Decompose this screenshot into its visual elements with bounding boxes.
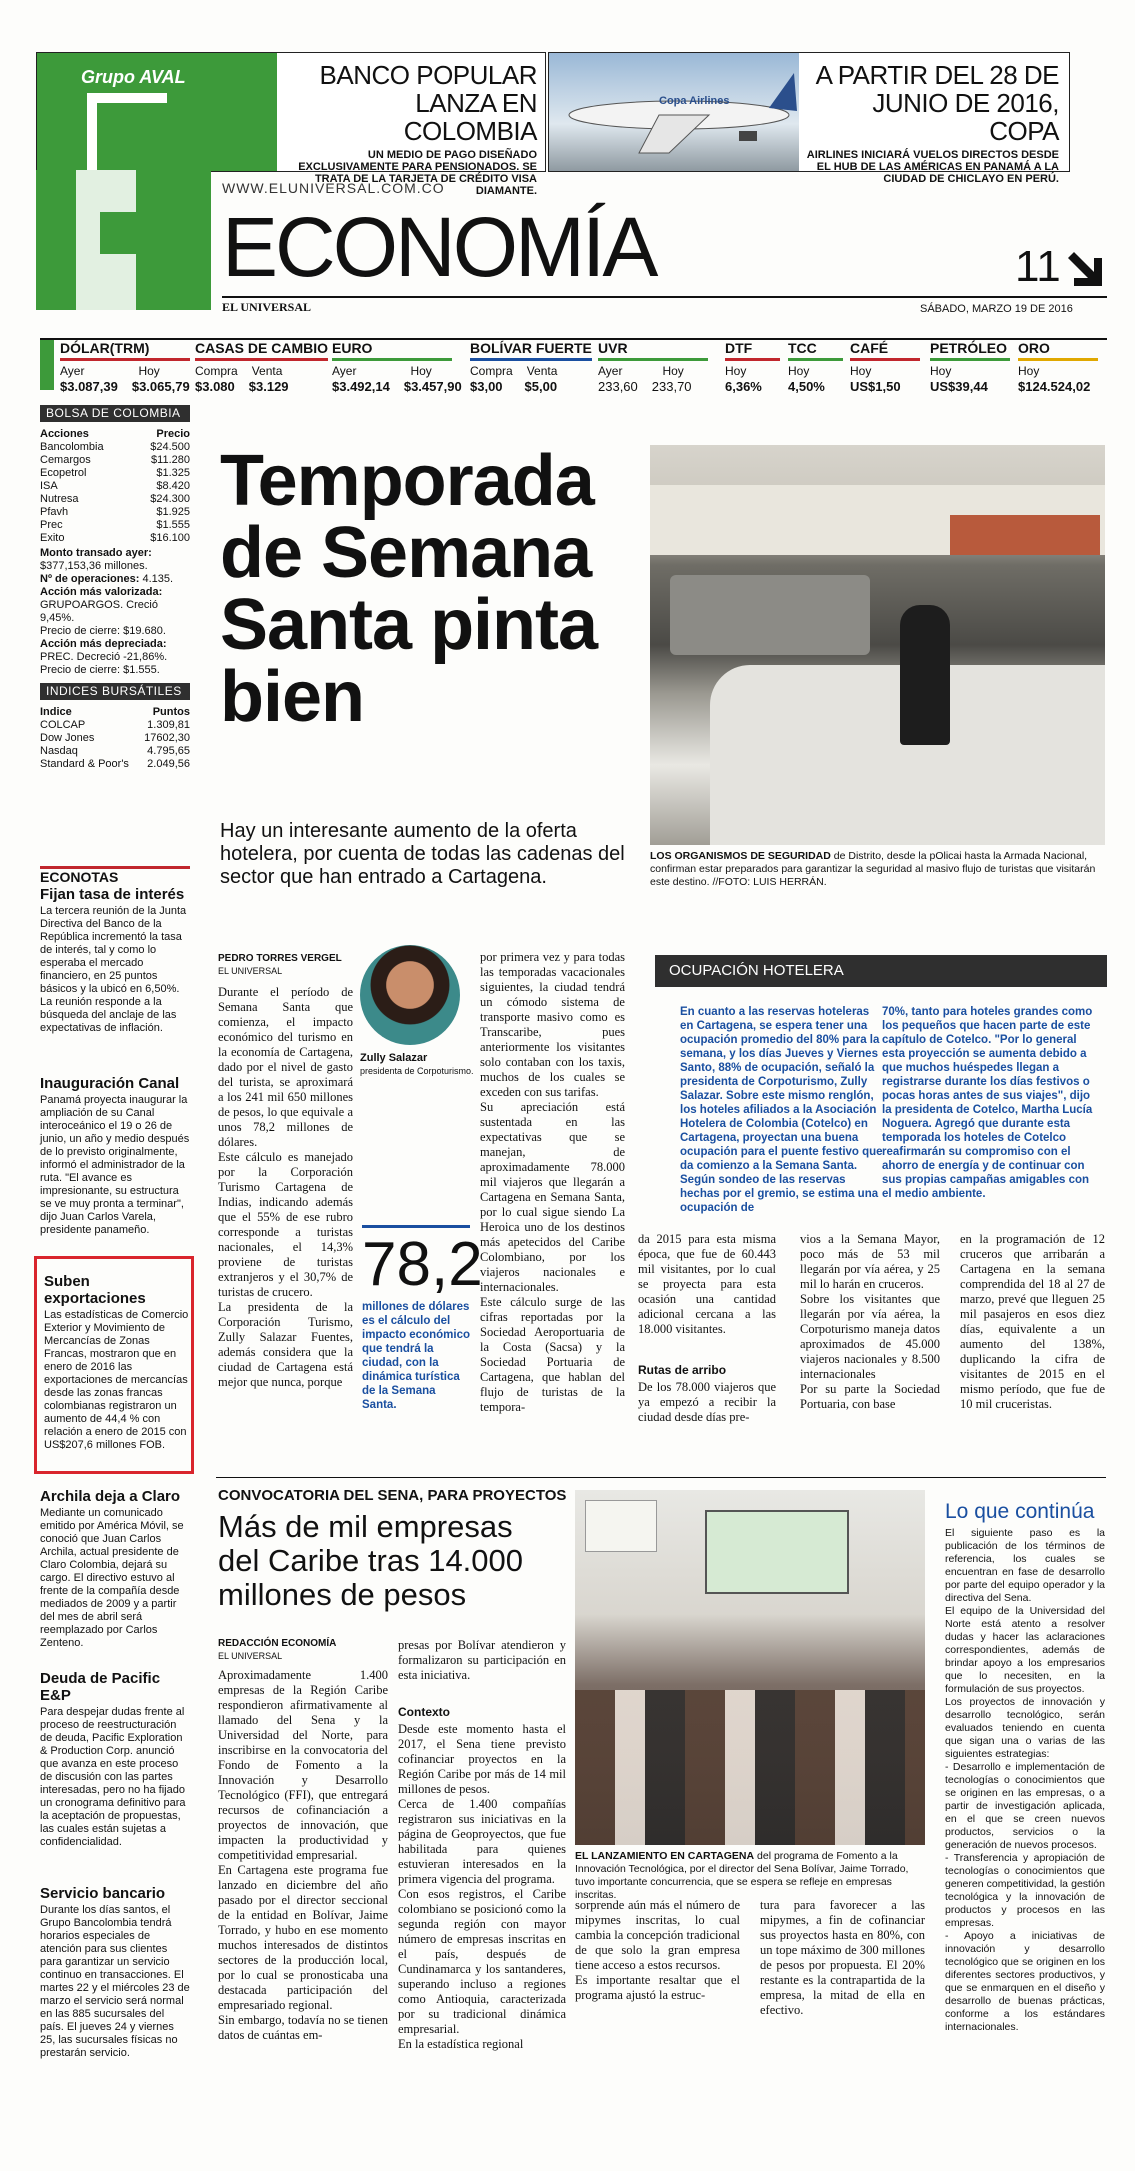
market-label: Venta [526, 364, 558, 378]
value: 4.135. [142, 573, 174, 585]
site-url: WWW.ELUNIVERSAL.COM.CO [222, 180, 445, 196]
econota-text: Durante los días santos, el Grupo Bancolombia tendrá horarios especiales de atención para sus clientes para garantizar un servicio continuo en transacciones. El martes 22 y el miércoles 23 de marzo el servicio será normal en las 885 sucursales del país. El jueves 24 y viernes 25, las sucursales físicas no prestarán servicio. [40, 1904, 190, 2059]
value: $377,153,36 millones. [40, 560, 148, 572]
bolsa-title: BOLSA DE COLOMBIA [40, 405, 190, 422]
market-value: $3.457,90 [403, 379, 462, 394]
portrait-name: Zully Salazar [360, 1052, 428, 1064]
market-name: DÓLAR(TRM) [60, 340, 190, 361]
article-author: PEDRO TORRES VERGEL [218, 953, 342, 964]
market-value: $3.129 [248, 379, 289, 394]
market-name: PETRÓLEO [930, 340, 1010, 361]
plane-label: Copa Airlines [659, 95, 730, 107]
airplane-icon [549, 53, 799, 171]
market-label: Hoy [725, 364, 747, 378]
bignum-rule [362, 1225, 470, 1228]
econota-title: Suben exportaciones [44, 1273, 146, 1307]
market-name: CASAS DE CAMBIO [195, 340, 328, 361]
row-name: Bancolombia [40, 441, 104, 453]
table-header: Acciones [40, 428, 89, 440]
econota-title: Archila deja a Claro [40, 1488, 181, 1505]
market-oro [1018, 340, 1098, 394]
econota-text: La tercera reunión de la Junta Directiva del Banco de la República incrementó la tasa de interés, tal y como lo esperaba el mercado financiero, en 25 puntos básicos y la ubicó en 6,50%. La reunión responde a la búsqueda del anclaje de las expectativas de inflación. [40, 905, 187, 1034]
market-label: Hoy [850, 364, 872, 378]
label: Nº de operaciones: [40, 573, 140, 585]
row-value: $1.555 [156, 519, 190, 531]
value: GRUPOARGOS. Creció 9,45%. [40, 599, 158, 624]
market-label: Venta [251, 364, 283, 378]
market-name: EURO [332, 340, 452, 361]
article-col-3b: De los 78.000 viajeros que ya empezó a recibir la ciudad desde días pre- [638, 1380, 776, 1424]
caption-text: de Distrito, desde la pOlicai hasta la Armada Nacional, confirman estar preparados para garantizar la seguridad al masivo flujo de turistas que visitarán este destino. //FOTO: LUIS HERRÁN. [650, 850, 1096, 888]
article-col-2: por primera vez y para todas las temporadas vacacionales siguientes, la ciudad tendrá un cómodo sistema de transporte masivo como es Transcaribe, pues anteriormente los visitantes solo contaban con los taxis, muchos de los cuales se exceden con sus tarifas. Su apreciación está sustentada en las expectativas que se manejan, de aproximadamente 78.000 mil viajeros que llegarán a Cartagena en Semana Santa, por lo cual sigue siendo La Heroica uno de los destinos más apetecidos del Caribe Colombiano, por los viajeros nacionales e internacionales. Este cálculo surge de las cifras reportadas por la Sociedad Aeroportuaria de la Costa (Sacsa) y la Sociedad Portuaria de Cartagena, que hablan del flujo de turistas de la tempora- [480, 950, 625, 1414]
market-label: Ayer [332, 364, 357, 378]
market-label: Hoy [1018, 364, 1040, 378]
table-row [40, 719, 190, 732]
aval-logo: Grupo AVAL [81, 67, 186, 87]
market-value: US$1,50 [850, 379, 901, 394]
lo-que-continua-title: Lo que continúa [945, 1500, 1095, 1523]
subhead-contexto: Contexto [398, 1705, 450, 1719]
table-row [40, 441, 190, 454]
econota-text: Las estadísticas de Comercio Exterior y Movimiento de Mercancías de Zonas Francas, mostraron que en enero de 2016 las exportaciones de mercancías desde las zonas francas colombianas registraron un aumento de 44,4 % con relación a enero de 2015 con US$207,6 millones FOB. [44, 1309, 189, 1451]
table-row [40, 758, 190, 771]
market-label: Hoy [788, 364, 810, 378]
econota-title: Deuda de Pacific E&P [40, 1670, 161, 1704]
market-label: Hoy [662, 364, 684, 378]
airplane-photo [549, 53, 799, 171]
table-row [40, 745, 190, 758]
market-value: US$39,44 [930, 379, 988, 394]
row-name: Standard & Poor's [40, 758, 129, 770]
table-row [40, 493, 190, 506]
table-row [40, 506, 190, 519]
market-name: BOLÍVAR FUERTE [470, 340, 592, 361]
table-header: Puntos [152, 706, 190, 718]
econotas-title: ECONOTAS [40, 866, 190, 884]
subhead-rutas: Rutas de arribo [638, 1363, 727, 1377]
sena-author: REDACCIÓN ECONOMÍA [218, 1638, 337, 1649]
banner-text: UN MEDIO DE PAGO DISEÑADO EXCLUSIVAMENTE PARA PENSIONADOS. SE TRATA DE LA TARJETA DE CRÉDITO VISA DIAMANTE. [298, 149, 537, 197]
projection-screen-shape [705, 1510, 849, 1594]
boat-shape [670, 575, 870, 655]
market-cafe [850, 340, 920, 394]
market-name: CAFÉ [850, 340, 920, 361]
row-value: $11.280 [151, 454, 190, 466]
market-bolivar [470, 340, 592, 394]
indices-rows [40, 719, 190, 771]
econota-text: Mediante un comunicado emitido por América Móvil, se conoció que Juan Carlos Archila, actual presidente de Claro Colombia, dejará su cargo. El directivo estuvo al frente de la compañía desde mediados de 2009 y a partir del mes de abril será reemplazado por Carlos Zenteno. [40, 1507, 184, 1649]
market-euro [332, 340, 462, 394]
portrait-photo [360, 945, 460, 1045]
issue-date: SÁBADO, MARZO 19 DE 2016 [920, 303, 1073, 315]
header-rule [222, 296, 1107, 298]
econota-6 [40, 1885, 190, 2060]
audience-shape [575, 1690, 925, 1845]
market-label: Hoy [930, 364, 952, 378]
market-value: $3.065,79 [131, 379, 190, 394]
market-label: Ayer [598, 364, 623, 378]
market-value: 6,36% [725, 379, 762, 394]
row-name: Prec [40, 519, 63, 531]
aval-logo-block [37, 53, 277, 171]
row-name: Pfavh [40, 506, 69, 518]
article-col-4: vios a la Semana Mayor, poco más de 53 mil llegarán por vía aérea, y 25 mil lo harán en cruceros. Sobre los visitantes que llegarán por vía aérea, la Corpoturismo maneja datos aproximados de 45.000 viajeros nacionales y 8.500 internacionales Por su parte la Sociedad Portuaria, con base [800, 1232, 940, 1411]
econota-3 [44, 1273, 189, 1452]
market-name: UVR [598, 340, 708, 361]
econota-text: Panamá proyecta inaugurar la ampliación de su Canal interoceánico el 19 o 26 de junio, un año y medio después de lo previsto originalmente, informó el administrador de la ruta. "El avance es impresionante, su estructura se ve muy pronta a terminar", dijo Juan Carlos Varela, presidente panameño. [40, 1094, 190, 1236]
row-name: Exito [40, 532, 65, 544]
bolsa-rows [40, 441, 190, 545]
econotas-box [40, 866, 190, 884]
bolsa-box [40, 405, 190, 771]
market-value: $3.080 [195, 379, 235, 394]
econota-title: Servicio bancario [40, 1885, 166, 1902]
sena-col-2b: Desde este momento hasta el 2017, el Sena tiene previsto cofinanciar proyectos en la Región Caribe por más de 14 mil millones de pesos. Cerca de 1.400 compañías registraron sus iniciativas en la página de Geoproyectos, que fue habilitada para quienes estuvieran interesados en la primera vigencia del programa. Con esos registros, el Caribe colombiano se posicionó como la segunda región con mayor número de empresas inscritas en el país, después de Cundinamarca y los santanderes, superando incluso a regiones como Antioquia, caracterizada por su tradicional dinámica empresarial. En la estadística regional [398, 1722, 566, 2051]
ocupacion-col-2: 70%, tanto para hoteles grandes como los pequeños que hacen parte de este capítulo de Cotelco. "Por lo general esta proyección se aumenta debido a que muchos huéspedes llegan a registrarse durante los días festivos o pocas horas antes de sus viajes", dijo la presidenta de Cotelco, Martha Lucía Noguera. Agregó que durante esta temporada los hoteles de Cotelco reafirmarán su compromiso con el ahorro de energía y de continuar con sus propias campañas amigables con el medio ambiente. [882, 1006, 1093, 1200]
ocupacion-header: OCUPACIÓN HOTELERA [655, 955, 1107, 987]
article-col-1a: Durante el período de Semana Santa que comienza, el impacto económico del turismo en la economía de Cartagena, dado por el nivel de gasto del turista, se aproximará a los 241 mil 650 millones de pesos, lo que equivale a unos 78,2 millones de dólares. Este cálculo es manejado por la Corporación Turismo Cartagena de Indias, indicando además que el 55% de ese rubro corresponde a turistas nacionales, el 14,3% proviene de turistas extranjeros y el 30,7% de turistas de crucero. La presidenta de la Corporación Turismo, Zully Salazar Fuentes, además considera que la ciudad de Cartagena está mejor que nunca, porque [218, 985, 353, 1389]
table-header: Precio [156, 428, 190, 440]
table-row [40, 519, 190, 532]
portrait-role: presidenta de Corpoturismo. [360, 1066, 474, 1076]
officer-shape [900, 605, 950, 745]
sena-col-3: sorprende aún más el número de mipymes inscritas, lo cual cambia la concepción tradicional de que solo la gran empresa tiene acceso a estos recursos. Es importante resaltar que el programa ajustó la estruc- [575, 1898, 740, 2002]
banner-title: BANCO POPULAR LANZA EN COLOMBIA [319, 60, 537, 146]
banner-text: AIRLINES INICIARÁ VUELOS DIRECTOS DESDE EL HUB DE LAS AMÉRICAS EN PANAMÁ A LA CIUDAD DE CHICLAYO EN PERÚ. [806, 149, 1059, 185]
market-value: 233,70 [651, 379, 692, 394]
row-value: $1.925 [156, 506, 190, 518]
ocupacion-col-1: En cuanto a las reservas hoteleras en Cartagena, se espera tener una ocupación promedio del 80% para la semana, y los días Jueves y Viernes Santo, 88% de ocupación, señaló la presidenta de Corpoturismo, Zully Salazar. Sobre este mismo renglón, los hoteles afiliados a la Asociación Hotelera de Colombia (Cotelco) en Cartagena, proyectan una buena ocupación para el puente festivo que da comienzo a la Semana Santa. Según sondeo de las reservas hechas por el gremio, se estima una ocupación de [680, 1006, 883, 1214]
market-value: $3.087,39 [60, 379, 118, 394]
row-value: 17602,30 [144, 732, 190, 744]
logo-e-icon [76, 170, 136, 310]
row-value: $1.325 [156, 467, 190, 479]
label: Monto transado ayer: [40, 547, 152, 559]
lo-que-continua-text: El siguiente paso es la publicación de los términos de referencia, los cuales se encuentran en fase de desarrollo por parte del equipo operador y la directiva del Sena. El equipo de la Universidad del Norte está atento a resolver dudas y hacer las aclaraciones correspondientes, además de brindar apoyo a los empresarios que lo necesiten, en la formulación de sus proyectos. Los proyectos de innovación y desarrollo tecnológico, serán evaluados teniendo en cuenta que sigan una o varias de las siguientes estrategias: - Desarrollo e implementación de tecnologías o conocimientos que se originen en las empresas, o a partir de investigación aplicada, en el que se creen nuevos productos, servicios o la generación de nuevos procesos. - Transferencia y apropiación de tecnologías o conocimientos que generen competitividad, la gestión tecnológica y la innovación de productos y procesos en las empresas. - Apoyo a iniciativas de innovación y desarrollo tecnológico que se originen en los diferentes sectores productivos, y que se enmarquen en el diseño y desarrollo de buenas prácticas, conforme a los estándares internacionales. [945, 1527, 1105, 2033]
econota-1 [40, 886, 190, 1035]
main-lead: Hay un interesante aumento de la oferta hotelera, por cuenta de todas las cadenas del sector que han entrado a Cartagena. [220, 820, 625, 888]
row-value: 2.049,56 [147, 758, 190, 770]
row-name: Cemargos [40, 454, 91, 466]
row-value: $8.420 [156, 480, 190, 492]
sena-kicker: CONVOCATORIA DEL SENA, PARA PROYECTOS [218, 1487, 567, 1504]
sena-col-2a: presas por Bolívar atendieron y formalizaron su participación en esta iniciativa. [398, 1638, 566, 1682]
arrow-down-right-icon [1068, 252, 1104, 288]
market-label: Hoy [138, 364, 160, 378]
table-row [40, 454, 190, 467]
row-name: ISA [40, 480, 58, 492]
value: Precio de cierre: $19.680. [40, 625, 166, 637]
page-number: 11 [1015, 242, 1061, 291]
sena-col-4: tura para favorecer a las mipymes, a fin de cofinanciar sus proyectos hasta en 80%, con un tope máximo de 300 millones de pesos por propuesta. El 20% restante es la contrapartida de la empresa, la mitad de ella en efectivo. [760, 1898, 925, 2017]
sena-launch-photo [575, 1490, 925, 1845]
market-label: Hoy [410, 364, 432, 378]
table-row [40, 732, 190, 745]
table-header: Indice [40, 706, 72, 718]
caption-bold: LOS ORGANISMOS DE SEGURIDAD [650, 850, 831, 862]
market-casas-cambio [195, 340, 328, 394]
window-shape [585, 1500, 657, 1552]
table-row [40, 467, 190, 480]
table-row [40, 480, 190, 493]
market-value: 4,50% [788, 379, 825, 394]
market-name: TCC [788, 340, 843, 361]
market-marker [40, 340, 54, 390]
market-value: $5,00 [524, 379, 558, 394]
market-value: 233,60 [598, 379, 638, 394]
market-value: $3.492,14 [332, 379, 390, 394]
indices-title: INDICES BURSÁTILES [40, 683, 190, 700]
row-value: 4.795,65 [147, 745, 190, 757]
main-headline: Temporada de Semana Santa pinta bien [220, 441, 598, 737]
section-divider [216, 1477, 1106, 1478]
sena-headline: Más de mil empresas del Caribe tras 14.000 millones de pesos [218, 1509, 524, 1612]
logo-shape-icon [87, 93, 167, 173]
caption-text: del programa de Fomento a la Innovación Tecnológica, por el director del Sena Bolívar, Jaime Torrado, tuvo importante concurrencia, que se espera se refleje en empresas inscritas. [575, 1850, 909, 1901]
row-name: Nutresa [40, 493, 79, 505]
market-tcc [788, 340, 843, 394]
row-value: $24.300 [150, 493, 190, 505]
econota-text: Para despejar dudas frente al proceso de reestructuración de deuda, Pacific Exploration & Production Corp. anunció que avanza en este proceso de discusión con las partes interesadas, pero no ha fijado un cronograma definitivo para la aceptación de propuestas, las cuales están sujetas a confidencialidad. [40, 1706, 186, 1848]
label: Acción más depreciada: [40, 638, 167, 650]
section-title: ECONOMÍA [222, 200, 656, 294]
article-col-5: en la programación de 12 cruceros que arribarán a Cartagena en la semana comprendida del 18 al 27 de marzo, prevé que lleguen 25 mil pasajeros en esos diez días, equivalente a un aumento del 138%, duplicando la cifra de visitantes de 2015 en el mismo período, que fue de 10 mil cruceristas. [960, 1232, 1105, 1411]
row-name: Nasdaq [40, 745, 78, 757]
econota-2 [40, 1075, 190, 1237]
building-roof-shape [950, 515, 1100, 555]
market-dolar [60, 340, 190, 394]
row-name: Ecopetrol [40, 467, 87, 479]
market-label: Compra [470, 364, 513, 378]
sena-outlet: EL UNIVERSAL [218, 1651, 283, 1661]
market-name: ORO [1018, 340, 1098, 361]
big-number-text: millones de dólares es el cálculo del impacto económico que tendrá la ciudad, con la dinámica turística de la Semana Santa. [362, 1301, 470, 1411]
market-uvr [598, 340, 708, 394]
sena-col-1: Aproximadamente 1.400 empresas de la Región Caribe respondieron afirmativamente al llamado del Sena y la Universidad del Norte, para inscribirse en la convocatoria del Fondo de Fomento a la Innovación y Desarrollo Tecnológico (FFI), que entregará recursos de cofinanciación a proyectos de innovación, que impacten la productividad y competitividad empresarial. En Cartagena este programa fue lanzado en diciembre del año pasado por el director seccional de la entidad en Bolívar, Jaime Torrado, y hubo en ese momento muchos interesados de distintos sectores de la producción local, por lo cual se pronosticaba una destacada participación del empresariado regional. Sin embargo, todavía no se tienen datos de cuántas em- [218, 1668, 388, 2042]
row-value: $16.100 [150, 532, 190, 544]
econota-title: Fijan tasa de interés [40, 886, 185, 903]
econota-4 [40, 1488, 190, 1650]
photo-caption [650, 850, 1105, 889]
big-number: 78,2 [362, 1230, 483, 1299]
row-name: COLCAP [40, 719, 86, 731]
sena-photo-caption [575, 1850, 925, 1902]
market-label: Compra [195, 364, 238, 378]
econota-5 [40, 1670, 190, 1849]
article-col-3: da 2015 para esta misma época, que fue de 60.443 mil visitantes, por lo cual se proyecta para esta ocasión una cantidad adicional cercana a las 18.000 visitantes. [638, 1232, 776, 1336]
row-name: Dow Jones [40, 732, 95, 744]
market-label: Ayer [60, 364, 85, 378]
econota-title: Inauguración Canal [40, 1075, 180, 1092]
row-value: 1.309,81 [147, 719, 190, 731]
market-petroleo [930, 340, 1010, 394]
market-value: $3,00 [470, 379, 503, 394]
banner-copa [548, 52, 1070, 185]
market-dtf [725, 340, 780, 394]
label: Acción más valorizada: [40, 586, 163, 598]
market-value: $124.524,02 [1018, 379, 1091, 394]
security-boats-photo [650, 445, 1105, 845]
value: PREC. Decreció -21,86%. [40, 651, 168, 663]
section-logo [36, 170, 211, 310]
table-row [40, 532, 190, 545]
article-outlet: EL UNIVERSAL [218, 966, 283, 976]
market-name: DTF [725, 340, 780, 361]
caption-bold: EL LANZAMIENTO EN CARTAGENA [575, 1850, 755, 1862]
row-value: $24.500 [150, 441, 190, 453]
value: Precio de cierre: $1.555. [40, 664, 160, 676]
paper-name: EL UNIVERSAL [222, 300, 312, 314]
banner-title: A PARTIR DEL 28 DE JUNIO DE 2016, COPA [815, 60, 1059, 146]
